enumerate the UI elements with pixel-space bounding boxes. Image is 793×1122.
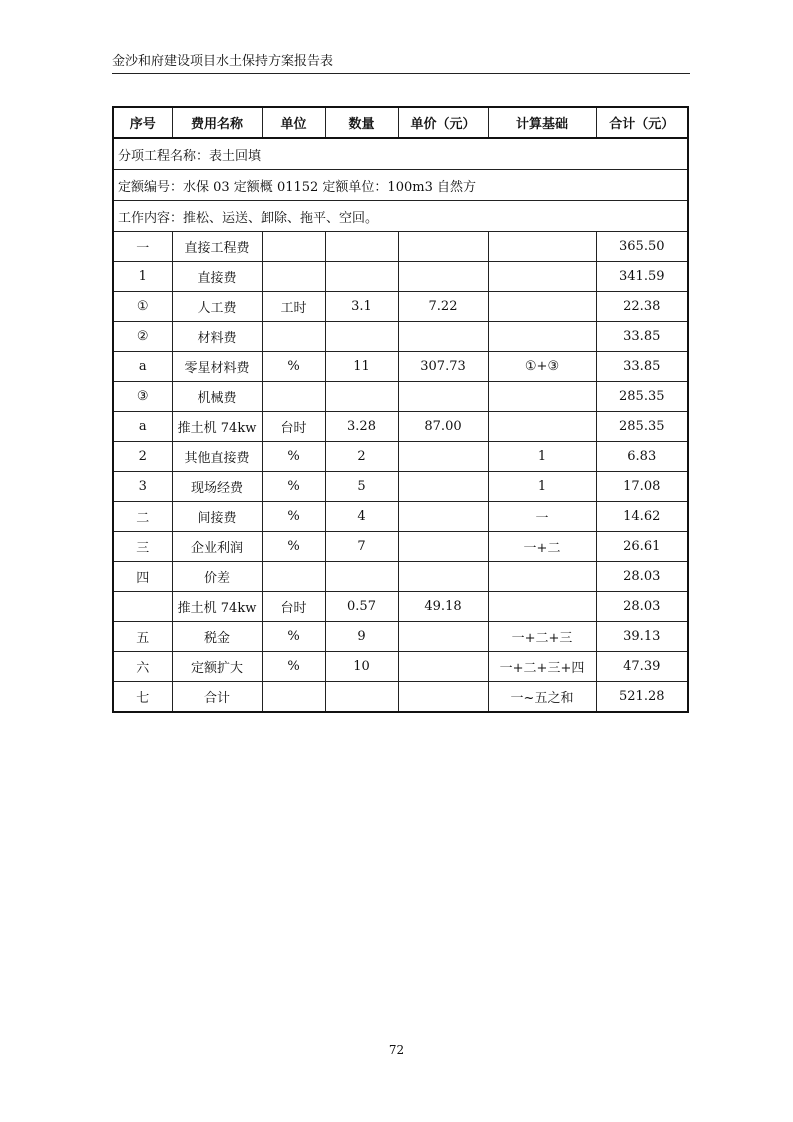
base-cell: 一+二+三 (488, 622, 596, 652)
price-cell: 49.18 (398, 592, 488, 622)
base-cell: 一 (488, 502, 596, 532)
column-header-base: 计算基础 (488, 107, 596, 138)
base-cell (488, 292, 596, 322)
seq-cell (113, 592, 172, 622)
column-header-qty: 数量 (325, 107, 398, 138)
qty-cell (325, 682, 398, 713)
base-cell: 一~五之和 (488, 682, 596, 713)
table-row (113, 232, 688, 262)
total-cell: 28.03 (596, 562, 688, 592)
seq-cell: 二 (113, 502, 172, 532)
price-cell (398, 682, 488, 713)
table-row (113, 352, 688, 382)
price-cell (398, 322, 488, 352)
price-cell: 307.73 (398, 352, 488, 382)
unit-cell (262, 232, 325, 262)
seq-cell: 四 (113, 562, 172, 592)
seq-cell: ① (113, 292, 172, 322)
quota-info: 定额编号：水保 03 定额概 01152 定额单位：100m3 自然方 (113, 170, 688, 201)
page-number: 72 (388, 1043, 405, 1057)
name-cell: 机械费 (172, 382, 262, 412)
qty-cell: 9 (325, 622, 398, 652)
info-row-quota (113, 170, 688, 201)
column-header-name: 费用名称 (172, 107, 262, 138)
table-row (113, 592, 688, 622)
seq-cell: a (113, 352, 172, 382)
total-cell: 521.28 (596, 682, 688, 713)
qty-cell (325, 382, 398, 412)
seq-cell: 3 (113, 472, 172, 502)
base-cell: 一+二+三+四 (488, 652, 596, 682)
name-cell: 企业利润 (172, 532, 262, 562)
price-cell (398, 502, 488, 532)
price-cell (398, 262, 488, 292)
page-header: 金沙和府建设项目水土保持方案报告表 (112, 54, 690, 74)
column-header-price: 单价（元） (398, 107, 488, 138)
seq-cell: a (113, 412, 172, 442)
name-cell: 价差 (172, 562, 262, 592)
unit-cell: % (262, 352, 325, 382)
table-row (113, 382, 688, 412)
qty-cell: 3.28 (325, 412, 398, 442)
table-row (113, 442, 688, 472)
price-cell (398, 382, 488, 412)
table-body (113, 232, 688, 713)
qty-cell (325, 322, 398, 352)
cost-table (112, 106, 689, 713)
column-header-unit: 单位 (262, 107, 325, 138)
seq-cell: 七 (113, 682, 172, 713)
seq-cell: 一 (113, 232, 172, 262)
table-row (113, 292, 688, 322)
price-cell (398, 652, 488, 682)
qty-cell (325, 262, 398, 292)
table-row (113, 322, 688, 352)
seq-cell: 1 (113, 262, 172, 292)
name-cell: 零星材料费 (172, 352, 262, 382)
qty-cell: 10 (325, 652, 398, 682)
table-header-row (113, 107, 688, 138)
unit-cell: 台时 (262, 592, 325, 622)
work-content: 工作内容：推松、运送、卸除、拖平、空回。 (113, 201, 688, 232)
qty-cell: 3.1 (325, 292, 398, 322)
qty-cell (325, 562, 398, 592)
name-cell: 材料费 (172, 322, 262, 352)
price-cell (398, 562, 488, 592)
qty-cell: 7 (325, 532, 398, 562)
unit-cell: % (262, 532, 325, 562)
unit-cell: 工时 (262, 292, 325, 322)
table-row (113, 682, 688, 713)
unit-cell (262, 682, 325, 713)
total-cell: 28.03 (596, 592, 688, 622)
price-cell: 87.00 (398, 412, 488, 442)
name-cell: 间接费 (172, 502, 262, 532)
price-cell: 7.22 (398, 292, 488, 322)
name-cell: 直接费 (172, 262, 262, 292)
unit-cell (262, 382, 325, 412)
total-cell: 6.83 (596, 442, 688, 472)
table-row (113, 532, 688, 562)
base-cell (488, 262, 596, 292)
table-row (113, 652, 688, 682)
name-cell: 税金 (172, 622, 262, 652)
unit-cell: % (262, 652, 325, 682)
qty-cell: 0.57 (325, 592, 398, 622)
seq-cell: 三 (113, 532, 172, 562)
total-cell: 17.08 (596, 472, 688, 502)
column-header-seq: 序号 (113, 107, 172, 138)
price-cell (398, 232, 488, 262)
base-cell: 1 (488, 442, 596, 472)
base-cell (488, 412, 596, 442)
seq-cell: ② (113, 322, 172, 352)
base-cell: 1 (488, 472, 596, 502)
unit-cell: 台时 (262, 412, 325, 442)
table-row (113, 622, 688, 652)
base-cell (488, 592, 596, 622)
price-cell (398, 442, 488, 472)
total-cell: 14.62 (596, 502, 688, 532)
table-row (113, 502, 688, 532)
info-row-project (113, 138, 688, 170)
base-cell (488, 382, 596, 412)
table-row (113, 262, 688, 292)
table-row (113, 562, 688, 592)
seq-cell: 2 (113, 442, 172, 472)
column-header-total: 合计（元） (596, 107, 688, 138)
base-cell: ①+③ (488, 352, 596, 382)
base-cell: 一+二 (488, 532, 596, 562)
qty-cell: 5 (325, 472, 398, 502)
seq-cell: 五 (113, 622, 172, 652)
base-cell (488, 322, 596, 352)
total-cell: 285.35 (596, 412, 688, 442)
total-cell: 33.85 (596, 352, 688, 382)
unit-cell (262, 562, 325, 592)
total-cell: 33.85 (596, 322, 688, 352)
table-row (113, 412, 688, 442)
name-cell: 现场经费 (172, 472, 262, 502)
name-cell: 定额扩大 (172, 652, 262, 682)
price-cell (398, 532, 488, 562)
qty-cell: 2 (325, 442, 398, 472)
name-cell: 推土机 74kw (172, 412, 262, 442)
unit-cell: % (262, 472, 325, 502)
total-cell: 365.50 (596, 232, 688, 262)
qty-cell: 4 (325, 502, 398, 532)
price-cell (398, 622, 488, 652)
unit-cell: % (262, 622, 325, 652)
unit-cell: % (262, 502, 325, 532)
total-cell: 39.13 (596, 622, 688, 652)
qty-cell (325, 232, 398, 262)
unit-cell (262, 262, 325, 292)
table-row (113, 472, 688, 502)
name-cell: 推土机 74kw (172, 592, 262, 622)
total-cell: 47.39 (596, 652, 688, 682)
total-cell: 22.38 (596, 292, 688, 322)
project-name: 分项工程名称：表土回填 (113, 138, 688, 170)
total-cell: 341.59 (596, 262, 688, 292)
unit-cell: % (262, 442, 325, 472)
name-cell: 直接工程费 (172, 232, 262, 262)
total-cell: 285.35 (596, 382, 688, 412)
seq-cell: 六 (113, 652, 172, 682)
name-cell: 人工费 (172, 292, 262, 322)
seq-cell: ③ (113, 382, 172, 412)
qty-cell: 11 (325, 352, 398, 382)
info-row-content (113, 201, 688, 232)
unit-cell (262, 322, 325, 352)
base-cell (488, 232, 596, 262)
base-cell (488, 562, 596, 592)
name-cell: 其他直接费 (172, 442, 262, 472)
price-cell (398, 472, 488, 502)
table-info-section (113, 138, 688, 232)
total-cell: 26.61 (596, 532, 688, 562)
name-cell: 合计 (172, 682, 262, 713)
